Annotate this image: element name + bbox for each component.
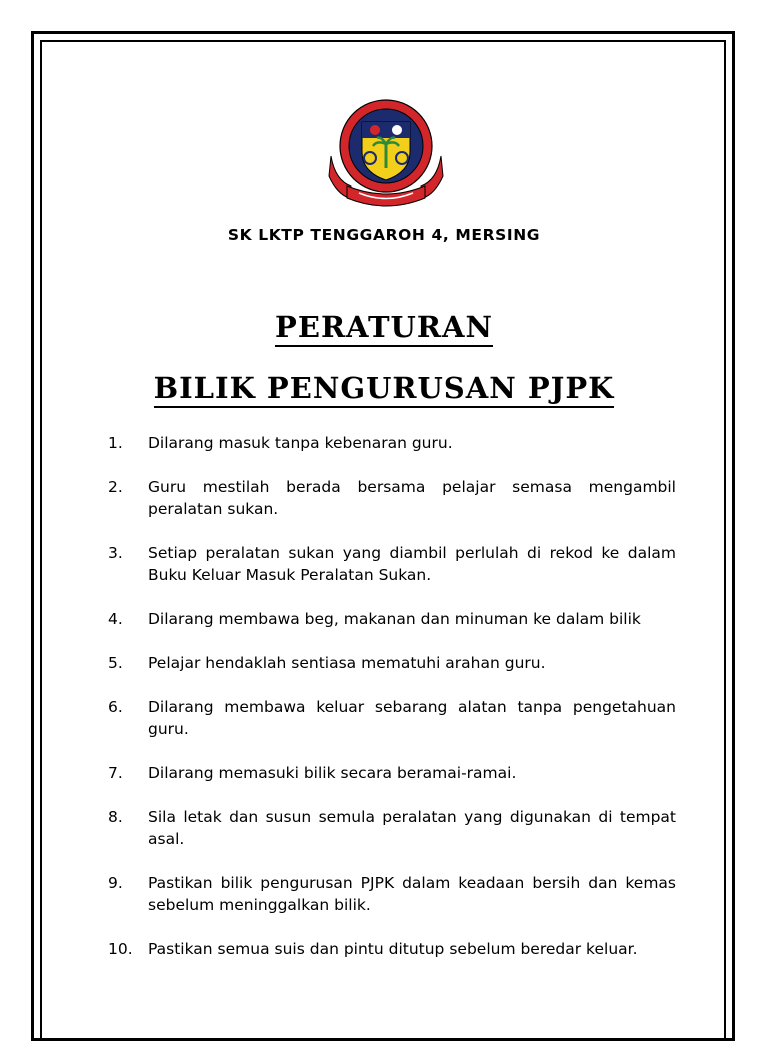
rule-number: 8. [108, 808, 123, 826]
rule-number: 7. [108, 764, 123, 782]
rule-text: Pastikan semua suis dan pintu ditutup sebelum beredar keluar. [148, 940, 638, 958]
rule-text: Sila letak dan susun semula peralatan yang digunakan di tempat asal. [148, 808, 676, 848]
rule-number: 4. [108, 610, 123, 628]
rule-item [108, 432, 676, 454]
title-line-2 [0, 371, 768, 405]
title-line-1-text: PERATURAN [275, 310, 493, 347]
rule-item [108, 652, 676, 674]
school-name: SK LKTP TENGGAROH 4, MERSING [227, 226, 541, 244]
rule-number: 9. [108, 874, 123, 892]
rule-number: 10. [108, 940, 133, 958]
rule-text: Dilarang memasuki bilik secara beramai-ramai. [148, 764, 517, 782]
rule-text: Pastikan bilik pengurusan PJPK dalam keadaan bersih dan kemas sebelum meninggalkan bilik. [148, 874, 676, 914]
rule-item [108, 806, 676, 850]
rule-number: 5. [108, 654, 123, 672]
rule-item [108, 872, 676, 916]
title-line-1 [0, 310, 768, 344]
rule-number: 6. [108, 698, 123, 716]
rule-item [108, 938, 676, 960]
rule-text: Dilarang masuk tanpa kebenaran guru. [148, 434, 453, 452]
rule-text: Dilarang membawa keluar sebarang alatan tanpa pengetahuan guru. [148, 698, 676, 738]
rule-number: 2. [108, 478, 123, 496]
rule-text: Setiap peralatan sukan yang diambil perlulah di rekod ke dalam Buku Keluar Masuk Peralatan Sukan. [148, 544, 676, 584]
rule-item [108, 476, 676, 520]
rule-item [108, 696, 676, 740]
rule-text: Dilarang membawa beg, makanan dan minuman ke dalam bilik [148, 610, 641, 628]
rules-list [108, 432, 676, 982]
rule-text: Pelajar hendaklah sentiasa mematuhi arahan guru. [148, 654, 546, 672]
school-crest-logo [327, 98, 445, 214]
rule-item [108, 542, 676, 586]
rule-item [108, 762, 676, 784]
rule-text: Guru mestilah berada bersama pelajar semasa mengambil peralatan sukan. [148, 478, 676, 518]
rule-number: 3. [108, 544, 123, 562]
rule-item [108, 608, 676, 630]
rule-number: 1. [108, 434, 123, 452]
title-line-2-text: BILIK PENGURUSAN PJPK [154, 371, 615, 408]
